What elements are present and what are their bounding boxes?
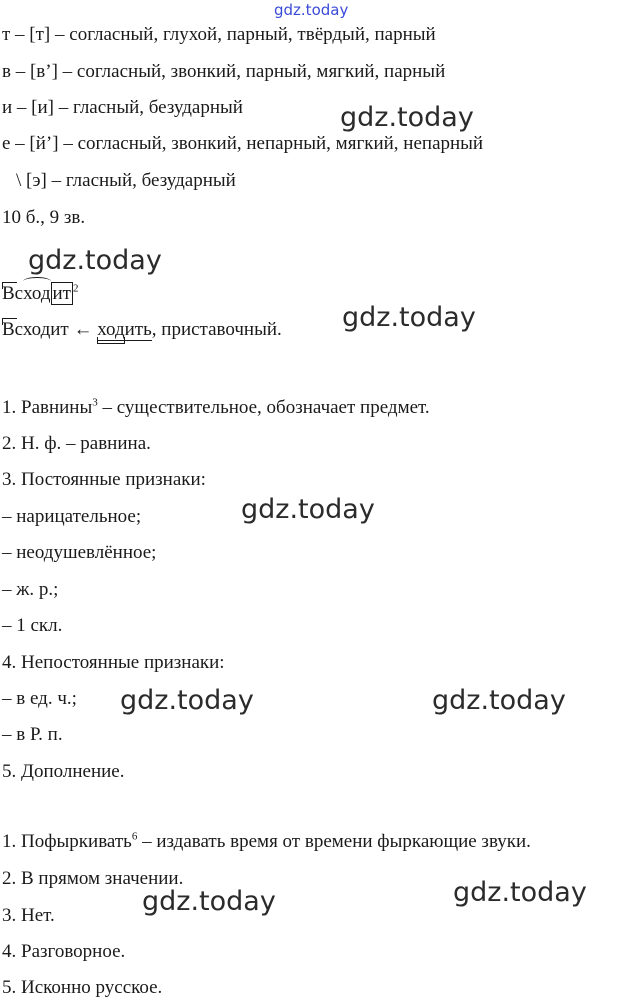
derivation-base-suffix: ить: [124, 319, 152, 340]
morph-item-1-number: 1.: [2, 397, 21, 418]
morph-item-4b: – в Р. п.: [2, 724, 63, 745]
watermark: gdz.today: [453, 877, 587, 908]
lex-item-1-text: – издавать время от времени фыркающие звуки.: [137, 831, 531, 852]
morph-item-3a: – нарицательное;: [2, 506, 142, 527]
morph-item-5: 5. Дополнение.: [2, 761, 125, 782]
derivation-base: [97, 319, 152, 341]
morph-item-2: 2. Н. ф. – равнина.: [2, 433, 151, 454]
derivation-word: Всходит: [2, 319, 69, 340]
phonetic-line-i: и – [и] – гласный, безударный: [2, 97, 243, 118]
lex-item-1-word: Пофыркивать: [21, 831, 132, 852]
lex-item-3: 3. Нет.: [2, 905, 55, 926]
lex-item-5: 5. Исконно русское.: [2, 977, 163, 998]
watermark: gdz.today: [340, 102, 474, 133]
phonetic-line-v: в – [в’] – согласный, звонкий, парный, мягкий, парный: [2, 61, 446, 82]
morph-item-3d: – 1 скл.: [2, 615, 63, 636]
morph-item-3c: – ж. р.;: [2, 579, 59, 600]
morph-item-4a: – в ед. ч.;: [2, 688, 77, 709]
morphemic-word: [2, 283, 79, 305]
morph-item-1: [2, 397, 430, 419]
watermark: gdz.today: [432, 685, 566, 716]
morphemic-root: ход: [23, 283, 51, 304]
morph-item-1-footnote: 3: [92, 396, 98, 409]
phonetic-line-e2: \ [э] – гласный, безударный: [16, 170, 236, 191]
phonetic-line-e: е – [й’] – согласный, звонкий, непарный, мягкий, непарный: [2, 133, 484, 154]
lex-item-4: 4. Разговорное.: [2, 941, 126, 962]
morph-item-3: 3. Постоянные признаки:: [2, 469, 206, 490]
morph-item-3b: – неодушевлённое;: [2, 542, 157, 563]
lex-item-2: 2. В прямом значении.: [2, 868, 184, 889]
derivation-arrow: ←: [68, 319, 98, 340]
phonetic-summary: 10 б., 9 зв.: [2, 207, 86, 228]
watermark: gdz.today: [241, 494, 375, 525]
watermark: gdz.today: [142, 886, 276, 917]
lex-item-1: [2, 831, 531, 853]
morph-item-1-text: – существительное, обозначает предмет.: [97, 397, 430, 418]
watermark: gdz.today: [120, 685, 254, 716]
morphemic-ending: ит: [52, 283, 71, 304]
morphemic-footnote: 2: [73, 282, 79, 295]
lex-item-1-footnote: 6: [131, 830, 138, 843]
derivation-base-root: ход: [97, 319, 125, 340]
morphemic-prefix: Вс: [2, 283, 24, 304]
morph-item-4: 4. Непостоянные признаки:: [2, 652, 225, 673]
lex-item-1-number: 1.: [2, 831, 21, 852]
watermark-top: gdz.today: [274, 1, 349, 19]
phonetic-line-t: т – [т] – согласный, глухой, парный, твёрдый, парный: [2, 24, 436, 45]
watermark: gdz.today: [342, 302, 476, 333]
derivation-note: , приставочный.: [151, 319, 282, 340]
morph-item-1-word: Равнины: [21, 397, 93, 418]
derivation-line: [2, 319, 282, 341]
watermark: gdz.today: [28, 245, 162, 276]
